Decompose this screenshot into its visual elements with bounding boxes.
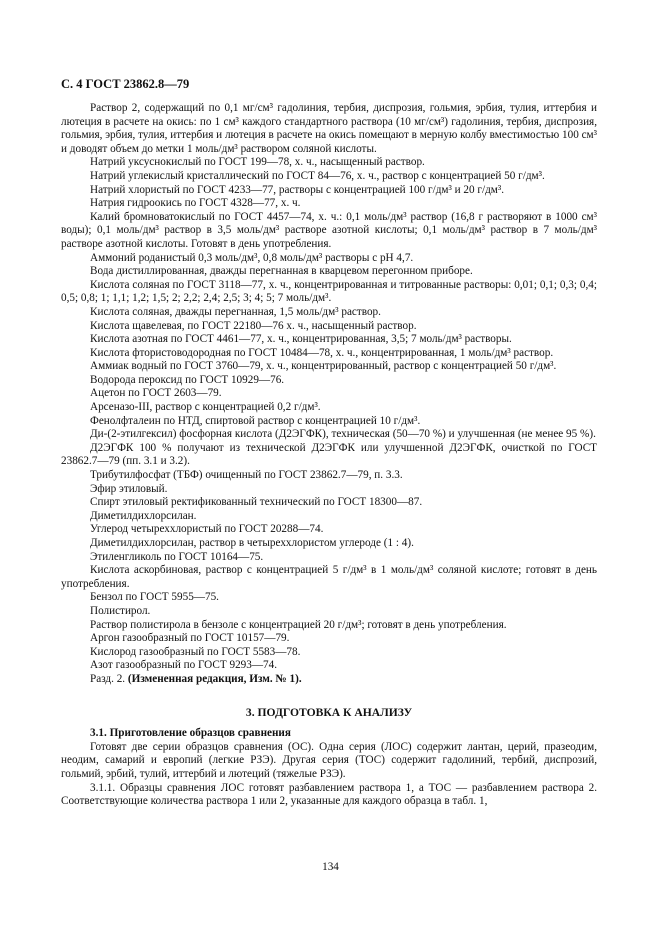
paragraph: Спирт этиловый ректификованный технический по ГОСТ 18300—87. [90,496,423,509]
page-number: 134 [322,861,339,873]
amendment-prefix: Разд. 2. [90,672,128,685]
paragraph: Кислота щавелевая, по ГОСТ 22180—76 х. ч., насыщенный раствор. [90,319,417,332]
paragraph: Водорода пероксид по ГОСТ 10929—76. [90,373,285,386]
paragraph: Полистирол. [90,604,151,617]
subsection-title: 3.1. Приготовление образцов сравнения [90,727,291,740]
paragraph: Натрия гидроокись по ГОСТ 4328—77, х. ч. [90,197,301,210]
paragraph: Д2ЭГФК 100 % получают из технической Д2ЭГФК или улучшенной Д2ЭГФК, очисткой по ГОСТ 23862.7—79 (пп. 3.1 и 3.2). [61,441,597,468]
paragraph: Диметилдихлорсилан. [90,509,197,522]
paragraph: Аргон газообразный по ГОСТ 10157—79. [90,632,290,645]
amendment-text: (Измененная редакция, Изм. № 1). [127,672,302,685]
paragraph: Кислота соляная, дважды перегнанная, 1,5 моль/дм³ раствор. [90,305,381,318]
paragraph: Углерод четыреххлористый по ГОСТ 20288—74. [90,523,324,536]
paragraph: Эфир этиловый. [90,482,168,495]
paragraph: Аммоний роданистый 0,3 моль/дм³, 0,8 моль/дм³ растворы с pH 4,7. [90,251,414,264]
paragraph: Кислород газообразный по ГОСТ 5583—78. [90,645,301,658]
paragraph: Трибутилфосфат (ТБФ) очищенный по ГОСТ 23862.7—79, п. 3.3. [90,469,403,482]
paragraph: Кислота азотная по ГОСТ 4461—77, х. ч., концентрированная, 3,5; 7 моль/дм³ растворы. [90,333,512,346]
paragraph: Бензол по ГОСТ 5955—75. [90,591,219,604]
paragraph: Ацетон по ГОСТ 2603—79. [90,387,222,400]
paragraph: Этиленгликоль по ГОСТ 10164—75. [90,550,264,563]
paragraph: Калий бромноватокислый по ГОСТ 4457—74, х. ч.: 0,1 моль/дм³ раствор (16,8 г растворяют в 1000 см³ воды); 0,1 моль/дм³ раствор в 3,5 моль/дм³ растворе азотной кислоты; 0,1 моль/дм³ раствор в 7 моль/дм³ растворе азотной кислоты. Готовят в день употребления. [61,210,597,250]
paragraph: Арсеназо-III, раствор с концентрацией 0,2 г/дм³. [90,401,321,414]
paragraph: Фенолфталеин по НТД, спиртовой раствор с концентрацией 10 г/дм³. [90,414,421,427]
page-header: С. 4 ГОСТ 23862.8—79 [61,77,190,91]
paragraph: Вода дистиллированная, дважды перегнанная в кварцевом перегонном приборе. [90,265,473,278]
paragraph: Кислота аскорбиновая, раствор с концентрацией 5 г/дм³ в 1 моль/дм³ соляной кислоте; готовят в день употребления. [61,564,597,590]
amendment-note [61,673,597,687]
paragraph: Натрий хлористый по ГОСТ 4233—77, растворы с концентрацией 100 г/дм³ и 20 г/дм³. [90,183,505,196]
document-body [61,102,597,809]
paragraph: Кислота фтористоводородная по ГОСТ 10484—78, х. ч., концентрированная, 1 моль/дм³ раствор. [90,346,554,359]
paragraph: Натрий уксуснокислый по ГОСТ 199—78, х. ч., насыщенный раствор. [90,156,425,169]
paragraph: Азот газообразный по ГОСТ 9293—74. [90,659,278,672]
paragraph: Готовят две серии образцов сравнения (ОС). Одна серия (ЛОС) содержит лантан, церий, празеодим, неодим, самарий и европий (легкие РЗЭ). Другая серия (ТОС) содержит гадолиний, тербий, диспрозий, гольмий, эрбий, тулий, иттербий и лютеций (тяжелые РЗЭ). [61,740,597,780]
paragraph: Ди-(2-этилгексил) фосфорная кислота (Д2ЭГФК), техническая (50—70 %) и улучшенная (не менее 95 %). [90,428,596,441]
paragraph: Аммиак водный по ГОСТ 3760—79, х. ч., концентрированный, раствор с концентрацией 50 г/дм³. [90,360,557,373]
paragraph: Натрий углекислый кристаллический по ГОСТ 84—76, х. ч., раствор с концентрацией 50 г/дм³. [90,169,545,182]
paragraph: Раствор 2, содержащий по 0,1 мг/см³ гадолиния, тербия, диспрозия, гольмия, эрбия, тулия, иттербия и лютеция в расчете на окись: по 1 см³ каждого стандартного раствора (10 мг/см³) гадолиния, тербия, диспрозия, гольмия, эрбия, тулия, иттербия и лютеция в расчете на окись помещают в мерную колбу вместимостью 100 см³ и доводят объем до метки 1 моль/дм³ раствором соляной кислоты. [61,102,597,155]
paragraph: Раствор полистирола в бензоле с концентрацией 20 г/дм³; готовят в день употребления. [90,618,507,631]
paragraph: Диметилдихлорсилан, раствор в четыреххлористом углероде (1 : 4). [90,537,414,549]
paragraph: 3.1.1. Образцы сравнения ЛОС готовят разбавлением раствора 1, а ТОС — разбавлением раствора 2. Соответствующие количества раствора 1 или 2, указанные для каждого образца в табл. 1, [61,781,597,808]
section-title: 3. ПОДГОТОВКА К АНАЛИЗУ [245,705,413,719]
paragraph: Кислота соляная по ГОСТ 3118—77, х. ч., концентрированная и титрованные растворы: 0,01; 0,1; 0,3; 0,4; 0,5; 0,8; 1; 1,1; 1,2; 1,5; 2; 2,2; 2,4; 2,5; 3; 4; 5; 7 моль/дм³. [61,278,597,305]
